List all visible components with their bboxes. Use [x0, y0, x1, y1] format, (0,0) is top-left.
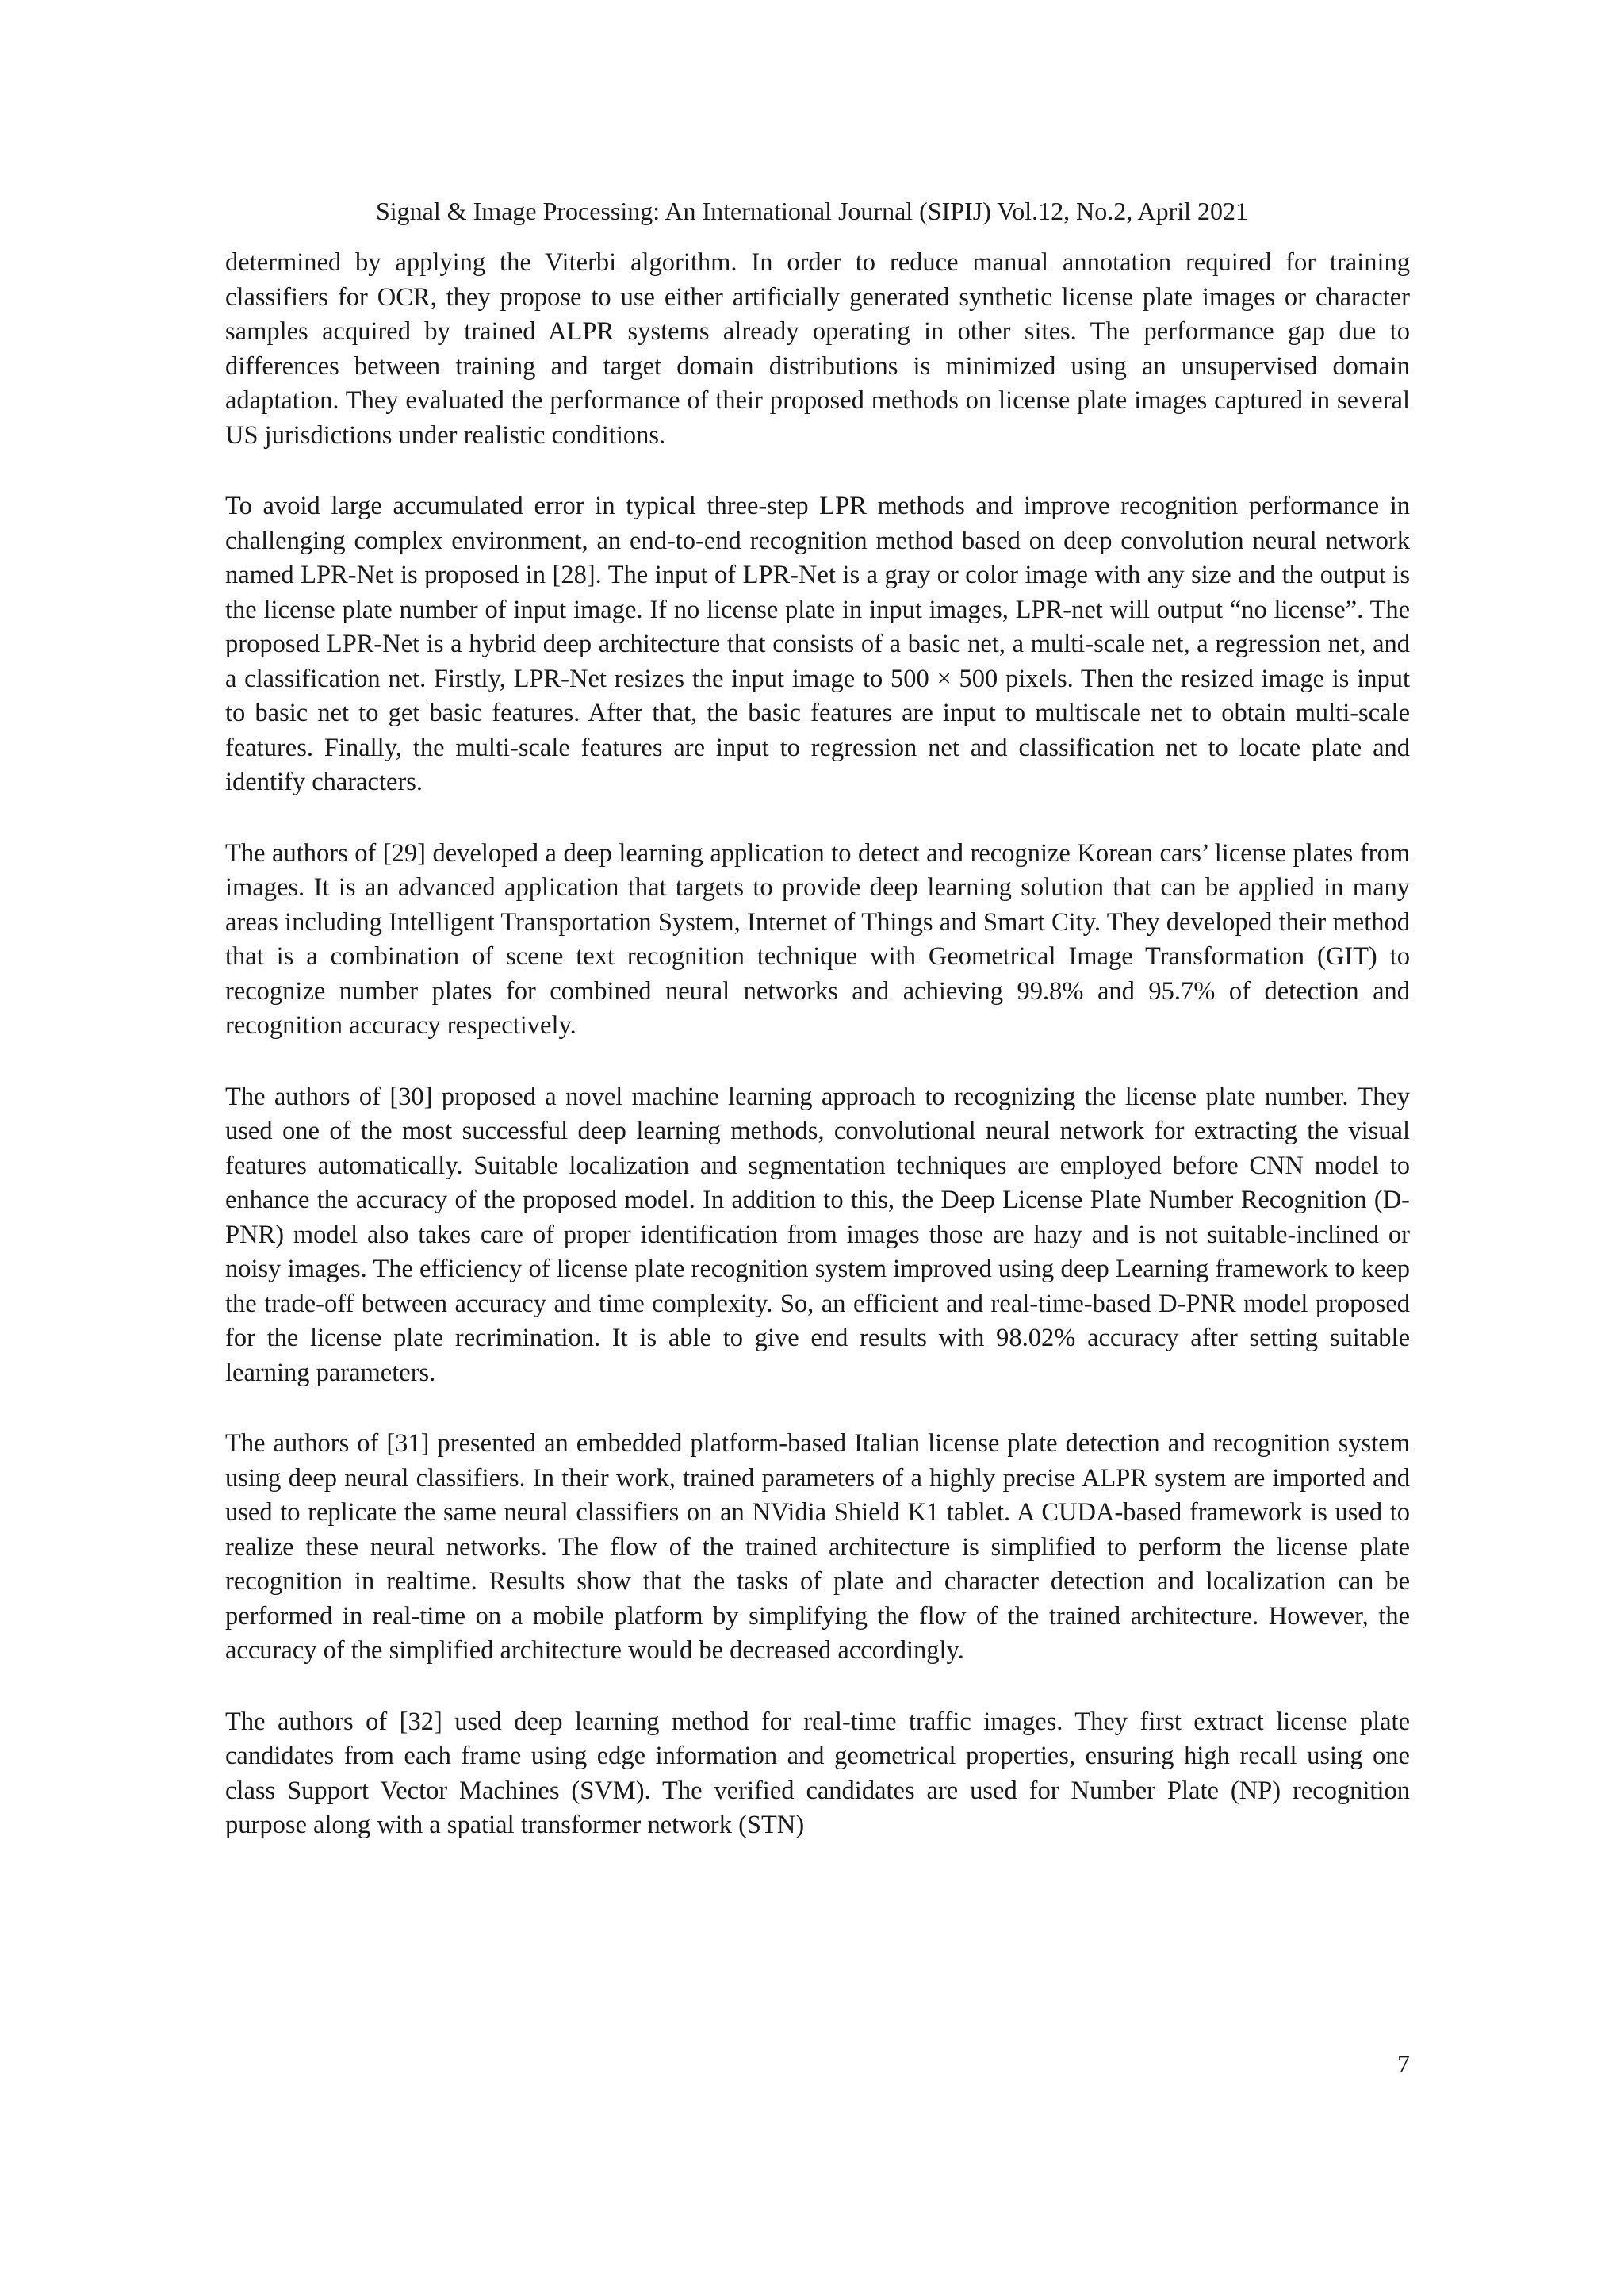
- page-number: 7: [1397, 2049, 1410, 2078]
- running-header: Signal & Image Processing: An International Journal (SIPIJ) Vol.12, No.2, April 2021: [375, 197, 1249, 225]
- paragraph-korean-plates: The authors of [29] developed a deep learning application to detect and recognize Korean cars’ license plates from images. It is an advanced application that targets to provide deep learning solution that can be applied in many areas including Intelligent Transportation System, Internet of Things and Smart City. They developed their method that is a combination of scene text recognition technique with Geometrical Image Transformation (GIT) to recognize number plates for combined neural networks and achieving 99.8% and 95.7% of detection and recognition accuracy respectively.: [225, 838, 1410, 1040]
- paragraph-real-time-traffic: The authors of [32] used deep learning method for real-time traffic images. They first extract license plate candidates from each frame using edge information and geometrical properties, ensuring high recall using one class Support Vector Machines (SVM). The verified candidates are used for Number Plate (NP) recognition purpose along with a spatial transformer network (STN): [225, 1707, 1410, 1839]
- paragraph-viterbi-ocr: determined by applying the Viterbi algorithm. In order to reduce manual annotation required for training classifiers for OCR, they propose to use either artificially generated synthetic license plate images or character samples acquired by trained ALPR systems already operating in other sites. The performance gap due to differences between training and target domain distributions is minimized using an unsupervised domain adaptation. They evaluated the performance of their proposed methods on license plate images captured in several US jurisdictions under realistic conditions.: [225, 248, 1410, 450]
- paragraph-italian-plates: The authors of [31] presented an embedded platform-based Italian license plate detection and recognition system using deep neural classifiers. In their work, trained parameters of a highly precise ALPR system are imported and used to replicate the same neural classifiers on an NVidia Shield K1 tablet. A CUDA-based framework is used to realize these neural networks. The flow of the trained architecture is simplified to perform the license plate recognition in realtime. Results show that the tasks of plate and character detection and localization can be performed in real-time on a mobile platform by simplifying the flow of the trained architecture. However, the accuracy of the simplified architecture would be decreased accordingly.: [225, 1429, 1410, 1665]
- paragraph-lpr-net: To avoid large accumulated error in typical three-step LPR methods and improve recognition performance in challenging complex environment, an end-to-end recognition method based on deep convolution neural network named LPR-Net is proposed in [28]. The input of LPR-Net is a gray or color image with any size and the output is the license plate number of input image. If no license plate in input images, LPR-net will output “no license”. The proposed LPR-Net is a hybrid deep architecture that consists of a basic net, a multi-scale net, a regression net, and a classification net. Firstly, LPR-Net resizes the input image to 500 × 500 pixels. Then the resized image is input to basic net to get basic features. After that, the basic features are input to multiscale net to obtain multi-scale features. Finally, the multi-scale features are input to regression net and classification net to locate plate and identify characters.: [225, 492, 1410, 796]
- paragraph-d-pnr: The authors of [30] proposed a novel machine learning approach to recognizing the license plate number. They used one of the most successful deep learning methods, convolutional neural network for extracting the visual features automatically. Suitable localization and segmentation techniques are employed before CNN model to enhance the accuracy of the proposed model. In addition to this, the Deep License Plate Number Recognition (D-PNR) model also takes care of proper identification from images those are hazy and is not suitable-inclined or noisy images. The efficiency of license plate recognition system improved using deep Learning framework to keep the trade-off between accuracy and time complexity. So, an efficient and real-time-based D-PNR model proposed for the license plate recrimination. It is able to give end results with 98.02% accuracy after setting suitable learning parameters.: [225, 1082, 1410, 1387]
- body-text: [225, 246, 1410, 1880]
